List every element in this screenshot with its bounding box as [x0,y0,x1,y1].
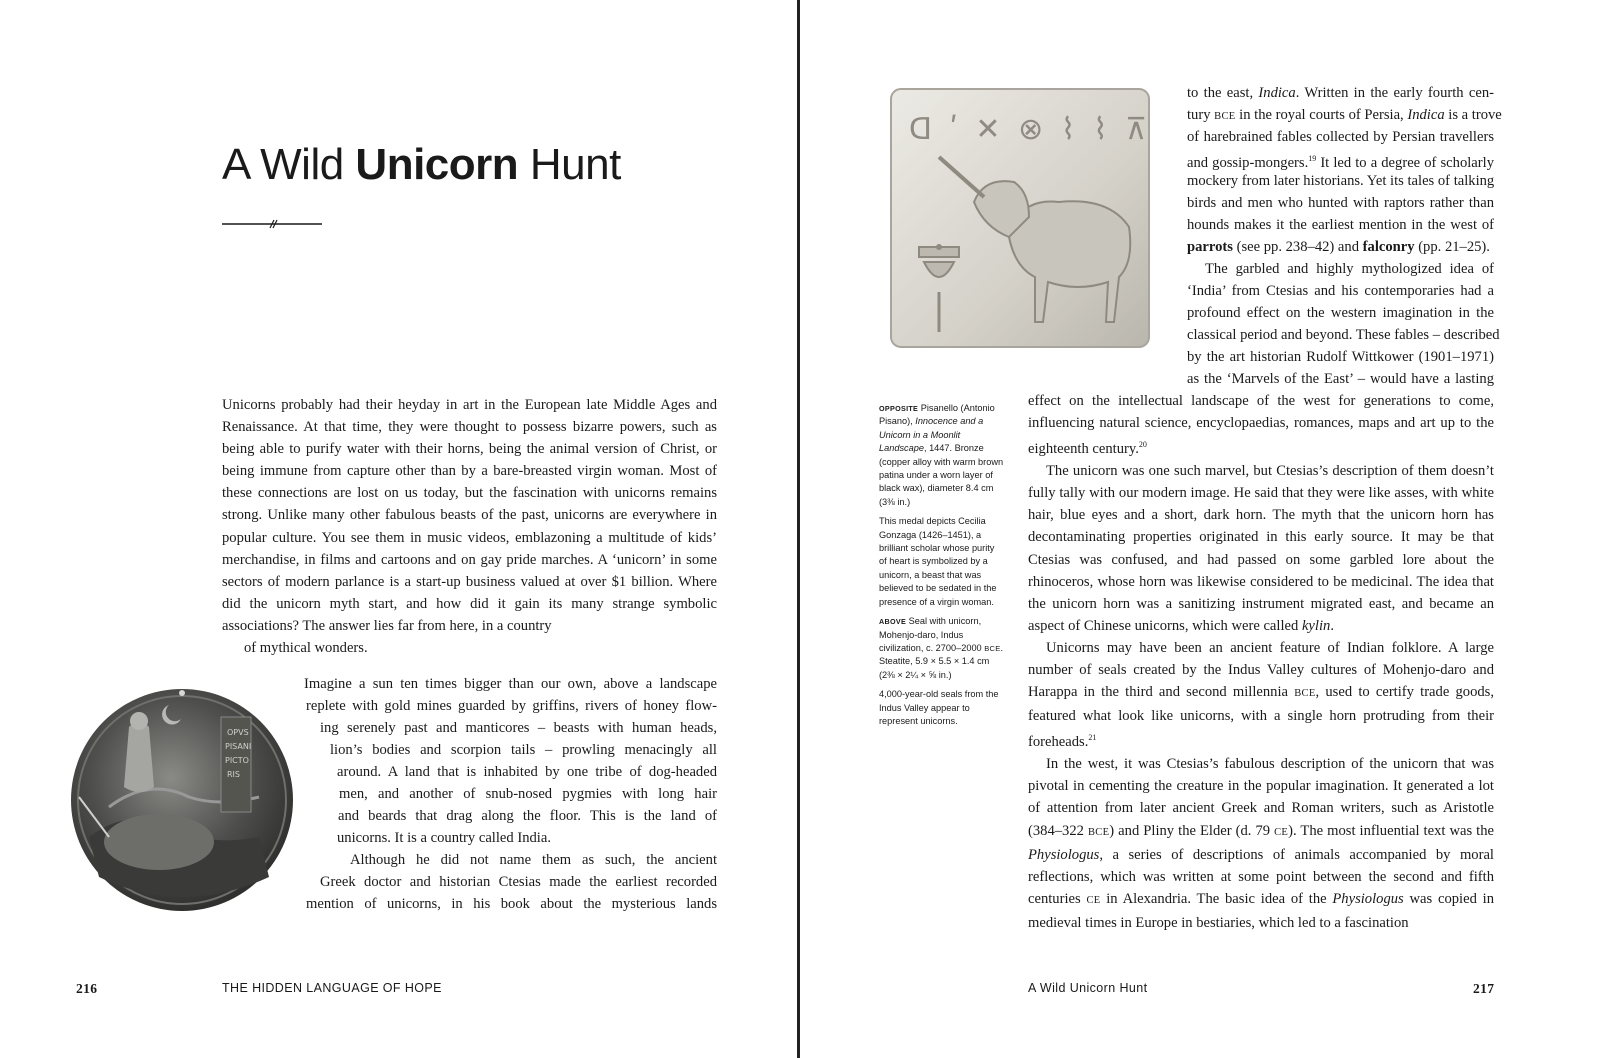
body-line: The garbled and highly mythologized idea of [1205,261,1494,277]
body-line: Greek doctor and historian Ctesias made the earliest recorded [320,874,717,890]
body-line: men, and another of snub-nosed pygmies with long hair [339,786,717,802]
body-line: and beards that drag along the floor. This is the land of [338,808,717,824]
svg-text:ꓷ ʹ ✕ ⊗ ⌇ ⌇ ⊼: ꓷ ʹ ✕ ⊗ ⌇ ⌇ ⊼ [909,112,1151,147]
left-page [0,0,797,1058]
body-line: mention of unicorns, in his book about the mysterious lands [306,896,717,912]
running-head: A Wild Unicorn Hunt [1028,981,1148,995]
page-number: 217 [1473,981,1495,996]
chapter-title [222,140,621,190]
body-text: effect on the intellectual landscape of the west for generations to come, influencing natural science, encyclopaedias, romances, maps and art up to the eighteenth century.$^{20}$ [1028,393,1494,458]
body-line: ing serenely past and manticores – beasts with human heads, [320,720,717,736]
body-line: and gossip-mongers.$^{19}$ It led to a degree of scholarly [1187,154,1494,171]
intro-paragraph [222,394,717,659]
body-line: hounds makes it the earliest mention in the west of [1187,217,1494,233]
body-text: Unicorns probably had their heyday in art in the European late Middle Ages and Renaissance. At that time, they were thought to possess bizarre powers, such as being able to purify water with their horns, being the animal version of Christ, or being immune from capture other than by a bare-breasted virgin woman. Most of these connections are lost on us today, but the fascination with unicorns remains strong. Unlike many other fabulous beasts of the past, unicorns are everywhere in popular culture. You see them in music videos, emblazoning a multitude of kids’ merchandise, in films and cartoons and on gay pride marches. A ‘unicorn’ in some sectors of modern parlance is a start-up business valued at over $1 billion. Where did the unicorn myth start, and how did it gain its many strange symbolic associations? The answer lies far from here, in a country [222,397,717,634]
svg-text:RIS: RIS [227,770,240,779]
body-line: classical period and beyond. These fables – described [1187,327,1500,343]
svg-text:PICTO: PICTO [225,756,249,765]
body-line: lion’s bodies and scorpion tails – prowling menacingly all [330,742,717,758]
body-line: ‘India’ from Ctesias and his contemporaries had a [1187,283,1494,299]
body-text-last-line: of mythical wonders. [244,640,368,657]
svg-text:PISANI: PISANI [225,742,252,751]
main-text-column [1028,390,1494,934]
body-line: by the art historian Rudolf Wittkower (1901–1971) [1187,349,1494,365]
running-head: THE HIDDEN LANGUAGE OF HOPE [222,981,442,995]
page-number: 216 [76,981,98,996]
indus-seal-image [889,87,1151,349]
title-emphasis: Unicorn [355,140,519,189]
caption-opposite-note: This medal depicts Cecilia Gonzaga (1426–1451), a brilliant scholar whose purity of heart is symbolized by a unicorn, a beast that was believed to be sedated in the presence of a virgin woman. [879,516,997,607]
body-text: Unicorns may have been an ancient feature of Indian folklore. A large number of seals created by the Indus Valley cultures of Mohenjo-daro and Harappa in the third and second millennia BCE, used to certify trade goods, featured what look like unicorns, with a single horn protruding from their foreheads.$^{21}$ [1028,639,1495,751]
body-line: tury BCE in the royal courts of Persia, Indica is a trove [1187,107,1502,123]
body-line: Imagine a sun ten times bigger than our own, above a landscape [304,676,717,692]
body-line: replete with gold mines guarded by griffins, rivers of honey flow- [306,698,717,714]
pisanello-medal-image [69,687,295,913]
title-part: Hunt [518,140,621,189]
body-line: to the east, Indica. Written in the early fourth cen- [1187,85,1495,101]
body-line: profound effect on the western imagination in the [1187,305,1494,321]
caption-above-note: 4,000-year-old seals from the Indus Valley appear to represent unicorns. [879,689,999,726]
title-part: A Wild [222,140,356,189]
image-captions [879,402,1004,734]
body-line: of harebrained fables collected by Persian travellers [1187,129,1494,145]
right-page [800,0,1600,1058]
body-line: as the ‘Marvels of the East’ – would have a lasting [1187,371,1494,387]
svg-text:OPVS: OPVS [227,728,249,737]
caption-opposite: OPPOSITE Pisanello (Antonio Pisano), Innocence and a Unicorn in a Moonlit Landscape, 1447. Bronze (copper alloy with warm brown patina under a worn layer of black wax), diameter 8.4 cm (3⅜ in.) [879,403,1004,507]
caption-above: ABOVE Seal with unicorn, Mohenjo-daro, Indus civilization, c. 2700–2000 BCE. Steatite, 5.9 × 5.5 × 1.4 cm (2⅜ × 2¼ × ⅝ in.) [879,616,1004,680]
body-line: mockery from later historians. Yet its tales of talking [1187,173,1495,189]
body-line: birds and men who hunted with raptors rather than [1187,195,1494,211]
body-line: parrots (see pp. 238–42) and falconry (pp. 21–25). [1187,239,1490,255]
body-line: around. A land that is inhabited by one tribe of dog-headed [337,764,717,780]
body-text: In the west, it was Ctesias’s fabulous description of the unicorn that was pivotal in cementing the creature in the popular imagination. It generated a lot of attention from later ancient Greek and Roman writers, such as Aristotle (384–322 BCE) and Pliny the Elder (d. 79 CE). The most influential text was the Physiologus, a series of descriptions of animals accompanied by moral reflections, which was written at some point between the second and fifth centuries CE in Alexandria. The basic idea of the Physiologus was copied in medieval times in Europe in bestiaries, which led to a fascination [1028,756,1495,931]
body-text: The unicorn was one such marvel, but Ctesias’s description of them doesn’t fully tally with our modern image. He said that they were like asses, with white hair, blue eyes and a short, dark horn. The myth that the unicorn horn has decontaminating properties originated in this early source. It may be that Ctesias was confused, and had passed on some garbled lore about the rhinoceros, whose horn was likewise considered to be medicinal. The idea that the unicorn horn was a sanitizing instrument migrated east, and became an aspect of Chinese unicorns, which were called kylin. [1028,463,1494,634]
title-rule-ornament [222,218,322,230]
body-line: unicorns. It is a country called India. [337,830,551,846]
body-line: Although he did not name them as such, the ancient [350,852,717,868]
